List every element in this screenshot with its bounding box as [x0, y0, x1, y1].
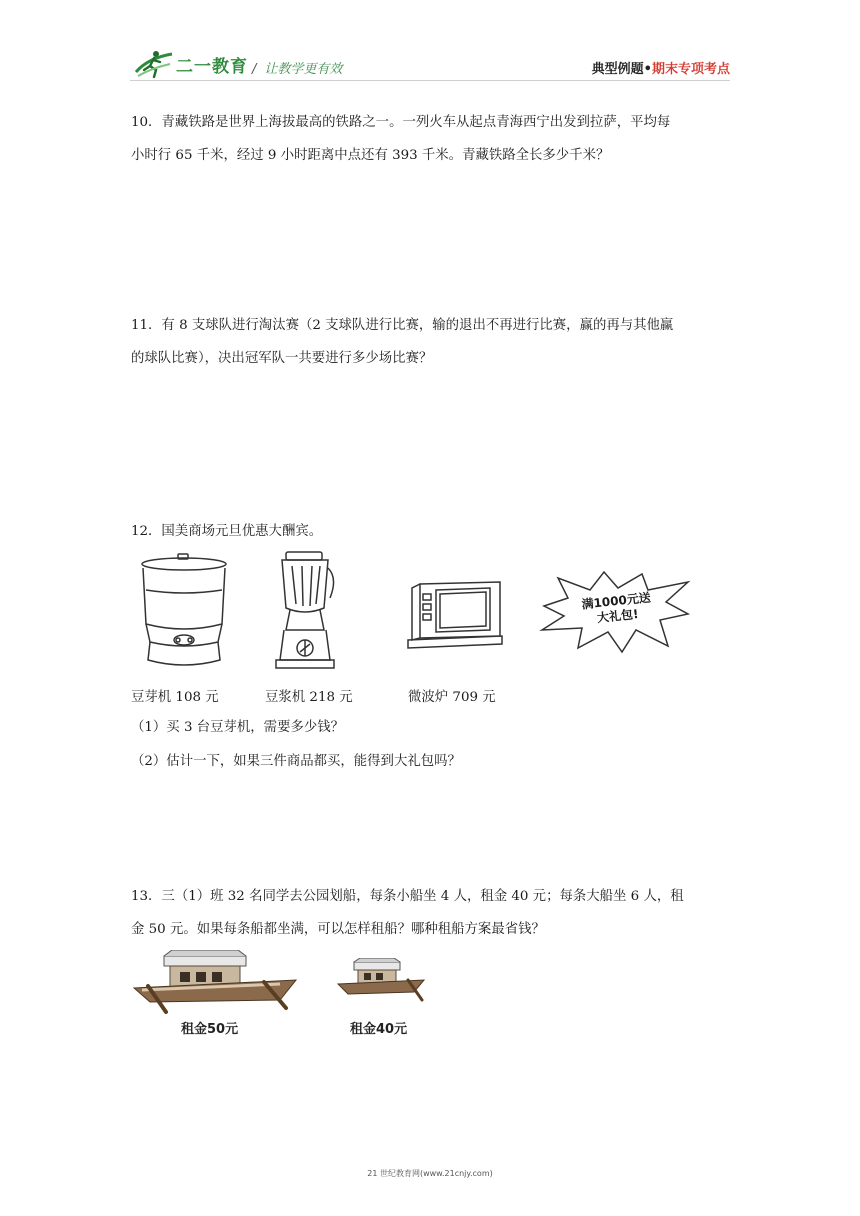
- header-category: [592, 58, 730, 77]
- logo: [134, 48, 248, 80]
- question-13: [131, 880, 731, 946]
- slogan-text: 让教学更有效: [264, 62, 343, 77]
- big-boat-image: [130, 950, 300, 1014]
- question-10-line-1: 10．青藏铁路是世界上海拔最高的铁路之一。一列火车从起点青海西宁出发到拉萨，平均每: [131, 115, 671, 130]
- header-category-part2: 期末专项考点: [651, 62, 730, 77]
- page-header: [130, 46, 730, 84]
- big-boat-rent-label: 租金50元: [181, 1022, 239, 1037]
- question-13-line-2: 金 50 元。如果每条船都坐满，可以怎样租船？哪种租船方案最省钱？: [131, 922, 545, 937]
- question-11: [131, 309, 731, 375]
- header-dot: •: [643, 62, 652, 77]
- bean-sprout-machine-image: [138, 552, 230, 670]
- question-11-line-2: 的球队比赛），决出冠军队一共要进行多少场比赛？: [131, 351, 433, 366]
- slogan-slash: /: [252, 62, 257, 77]
- question-12-sub-1: （1）买 3 台豆芽机，需要多少钱？: [131, 720, 345, 735]
- microwave-image: [406, 580, 504, 650]
- product-label-microwave: 微波炉 709 元: [408, 690, 496, 705]
- question-12-sub-2: （2）估计一下，如果三件商品都买，能得到大礼包吗？: [131, 754, 461, 769]
- promo-line-2: 大礼包!: [596, 606, 640, 626]
- question-10: [131, 106, 731, 172]
- small-boat-rent-label: 租金40元: [350, 1022, 408, 1037]
- question-12-line: 12．国美商场元旦优惠大酬宾。: [131, 524, 323, 539]
- header-rule: [130, 80, 730, 81]
- runner-logo-icon: [134, 48, 174, 80]
- page-footer: 21 世纪教育网(www.21cnjy.com): [367, 1169, 493, 1178]
- question-11-line-1: 11．有 8 支球队进行淘汰赛（2 支球队进行比赛，输的退出不再进行比赛，赢的再与其他赢: [131, 318, 674, 333]
- question-10-line-2: 小时行 65 千米，经过 9 小时距离中点还有 393 千米。青藏铁路全长多少千米？: [131, 148, 610, 163]
- slogan: [252, 58, 342, 77]
- small-boat-image: [336, 958, 426, 1004]
- question-13-line-1: 13．三（1）班 32 名同学去公园划船，每条小船坐 4 人，租金 40 元；每条大船坐 6 人，租: [131, 889, 684, 904]
- soymilk-maker-image: [272, 548, 338, 674]
- header-category-part1: 典型例题: [591, 62, 644, 77]
- promo-line-1: 满1000元送: [580, 590, 652, 612]
- product-label-soymilk-maker: 豆浆机 218 元: [265, 690, 353, 705]
- product-label-bean-sprout-machine: 豆芽机 108 元: [131, 690, 219, 705]
- question-12-title: [131, 515, 731, 548]
- gift-promo-burst: [538, 568, 694, 656]
- logo-text: 二一教育: [176, 56, 248, 77]
